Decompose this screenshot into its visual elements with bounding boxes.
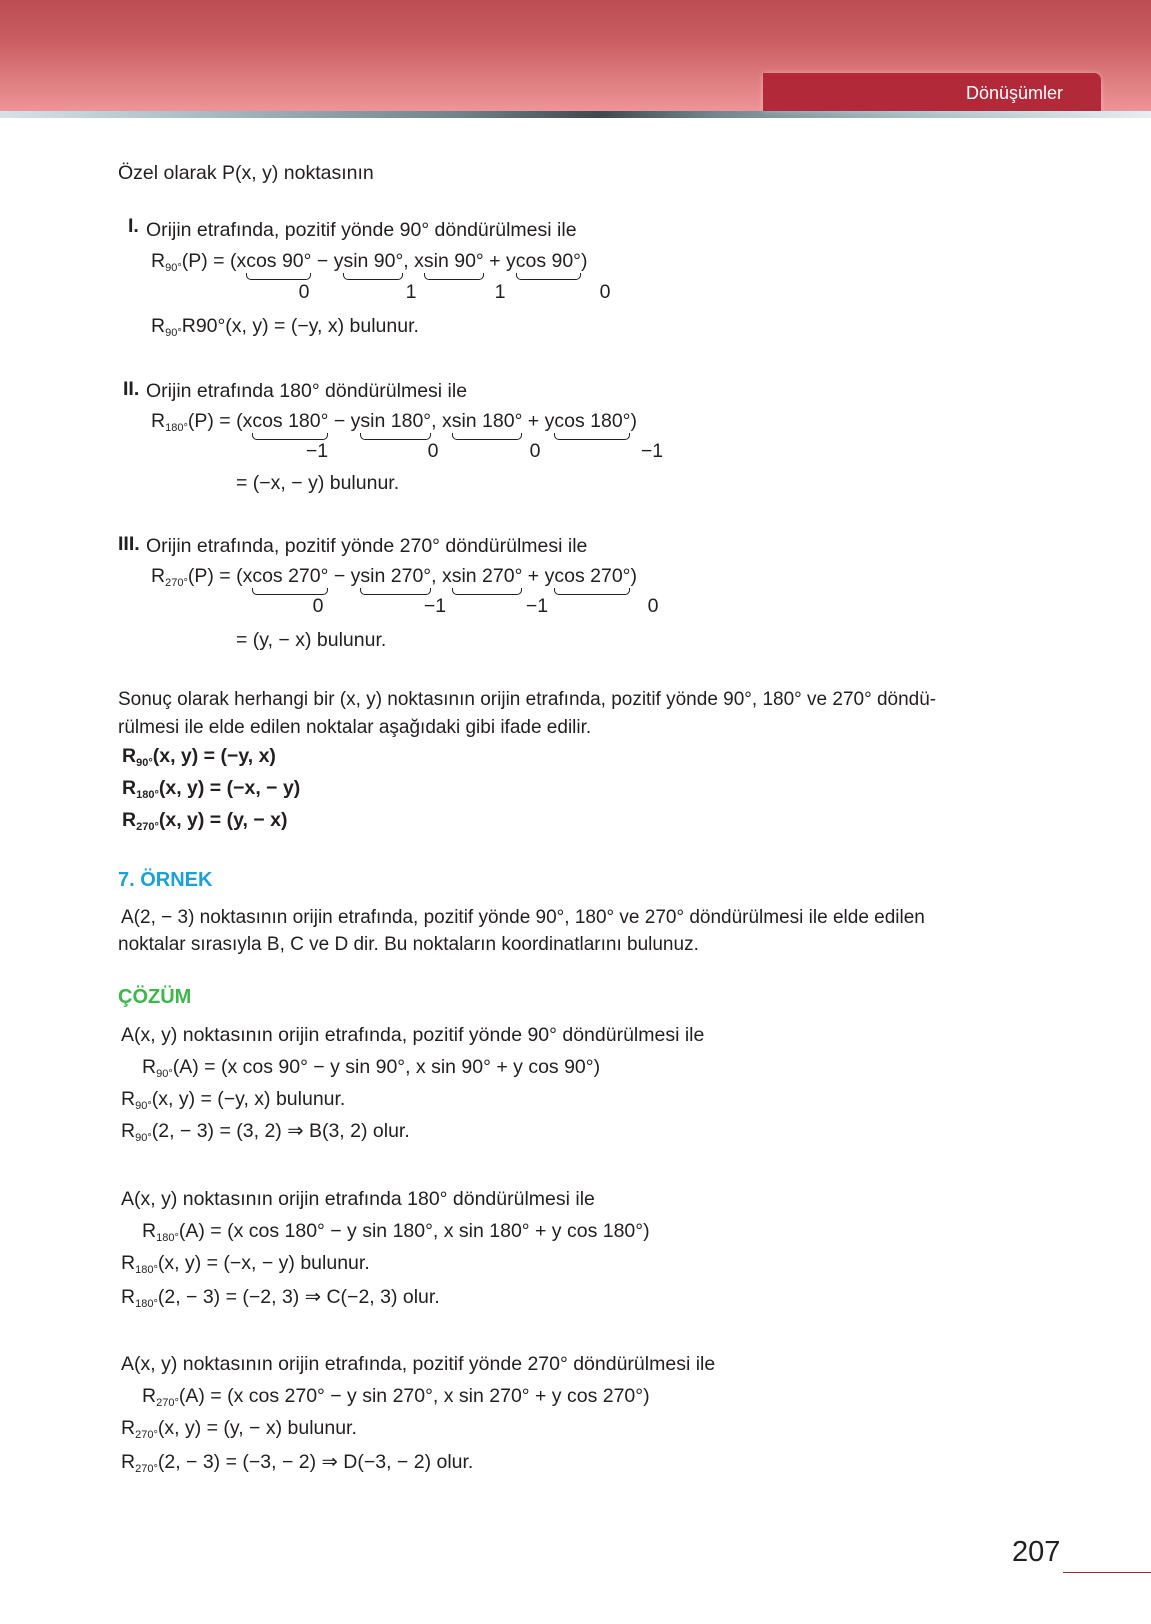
brace-value: 0 — [647, 595, 659, 617]
brace-value: 0 — [529, 440, 541, 462]
case-formula: $R_{270^\circ}(P) = (xcos$ 270° − ysin 270°, xsin 270° + ycos 270°) — [151, 565, 637, 589]
brace-value: 1 — [405, 281, 417, 303]
solution-heading: A(x, y) noktasının orijin etrafında 180° döndürülmesi ile — [121, 1188, 595, 1210]
page-number: 207 — [1012, 1536, 1061, 1568]
brace-value: 0 — [599, 281, 611, 303]
brace-value: 0 — [427, 440, 439, 462]
solution-applied: $R_{270^\circ}(2$, − 3) = (−3, − 2) ⇒ D(−3, − 2) olur. — [121, 1451, 474, 1475]
rule-180: $R_{180^\circ}(x$, y) = (−x, − y) — [122, 777, 301, 801]
solution-applied: $R_{180^\circ}(2$, − 3) = (−2, 3) ⇒ C(−2, 3) olur. — [121, 1286, 440, 1310]
solution-general: $R_{270^\circ}(x$, y) = (y, − x) bulunur. — [121, 1417, 357, 1441]
intro-text: Özel olarak P(x, y) noktasının — [118, 162, 374, 184]
solution-general: $R_{180^\circ}(x$, y) = (−x, − y) bulunur. — [121, 1252, 370, 1276]
solution-title: ÇÖZÜM — [118, 986, 192, 1008]
case-numeral: III. — [118, 533, 140, 555]
case-result: = (y, − x) bulunur. — [236, 629, 387, 651]
case-result: = (−x, − y) bulunur. — [236, 472, 400, 494]
case-formula: $R_{90^\circ}(P) = (xcos$ 90° − ysin 90°, xsin 90° + ycos 90°) — [151, 250, 588, 274]
header-divider-strip — [0, 111, 1151, 118]
brace-value: −1 — [640, 440, 664, 462]
brace-value: 0 — [298, 281, 310, 303]
solution-formula: $R_{90^\circ}(A) = (x$ cos 90° − y sin 90°, x sin 90° + y cos 90°) — [142, 1056, 601, 1080]
solution-general: $R_{90^\circ}(x$, y) = (−y, x) bulunur. — [121, 1088, 346, 1112]
solution-formula: $R_{180^\circ}(A) = (x$ cos 180° − y sin 180°, x sin 180° + y cos 180°) — [142, 1220, 650, 1244]
example-line-2: noktalar sırasıyla B, C ve D dir. Bu noktaların koordinatlarını bulunuz. — [118, 934, 699, 955]
chapter-title: Dönüşümler — [965, 83, 1063, 103]
brace-value: −1 — [423, 595, 447, 617]
case-formula: $R_{180^\circ}(P) = (xcos$ 180° − ysin 180°, xsin 180° + ycos 180°) — [151, 410, 637, 434]
solution-heading: A(x, y) noktasının orijin etrafında, pozitif yönde 270° döndürülmesi ile — [121, 1353, 716, 1375]
example-title: 7. ÖRNEK — [118, 869, 213, 891]
case-numeral: I. — [128, 215, 139, 237]
conclusion-line-1: Sonuç olarak herhangi bir (x, y) noktasının orijin etrafında, pozitif yönde 90°, 180° ve 270° döndü- — [118, 689, 937, 710]
brace-value: 0 — [312, 595, 324, 617]
case-numeral: II. — [123, 378, 140, 400]
brace-value: −1 — [525, 595, 549, 617]
chapter-tab — [763, 73, 1101, 111]
rule-90: $R_{90^\circ}(x$, y) = (−y, x) — [122, 745, 276, 769]
case-result: $R_{90^\circ}R90^\circ(x$, y) = (−y, x) bulunur. — [151, 315, 419, 339]
brace-value: −1 — [305, 440, 329, 462]
case-heading: Orijin etrafında, pozitif yönde 270° döndürülmesi ile — [146, 535, 588, 557]
page-number-rule — [1063, 1572, 1151, 1573]
rule-270: $R_{270^\circ}(x$, y) = (y, − x) — [122, 809, 288, 833]
case-heading: Orijin etrafında, pozitif yönde 90° döndürülmesi ile — [146, 219, 577, 241]
brace-value: 1 — [494, 281, 506, 303]
solution-applied: $R_{90^\circ}(2$, − 3) = (3, 2) ⇒ B(3, 2) olur. — [121, 1120, 410, 1144]
example-line-1: A(2, − 3) noktasının orijin etrafında, pozitif yönde 90°, 180° ve 270° döndürülmesi ile elde edilen — [121, 907, 925, 928]
solution-formula: $R_{270^\circ}(A) = (x$ cos 270° − y sin 270°, x sin 270° + y cos 270°) — [142, 1385, 650, 1409]
conclusion-line-2: rülmesi ile elde edilen noktalar aşağıdaki gibi ifade edilir. — [118, 717, 592, 738]
case-heading: Orijin etrafında 180° döndürülmesi ile — [146, 380, 468, 402]
solution-heading: A(x, y) noktasının orijin etrafında, pozitif yönde 90° döndürülmesi ile — [121, 1024, 705, 1046]
